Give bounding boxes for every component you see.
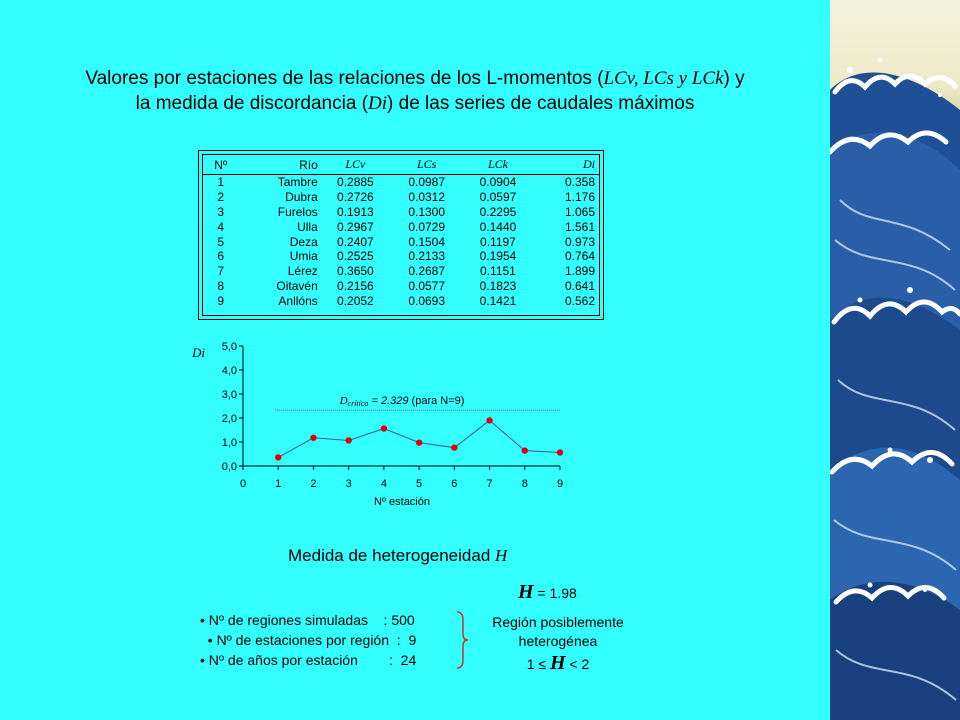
title-line1-pre: Valores por estaciones de las relaciones de los L-momentos (: [85, 68, 604, 89]
cell-river: Anllóns: [278, 293, 318, 308]
title-line-2: [0, 91, 830, 116]
cell-di: 0.764: [564, 249, 595, 264]
ineq-symbol: H: [549, 652, 566, 674]
x-tick-label: 3: [345, 478, 352, 490]
data-point: [557, 449, 563, 455]
heterogeneity-title: [288, 546, 507, 566]
cell-lcv: 0.3650: [337, 264, 374, 279]
cell-num: 7: [217, 264, 225, 279]
cell-lcv: 0.2052: [337, 293, 374, 308]
y-tick-label: 2,0: [221, 413, 237, 425]
y-tick-label: 0,0: [221, 461, 237, 473]
data-point: [522, 447, 528, 453]
right-brace: [455, 610, 469, 675]
title-line-1: [0, 66, 830, 91]
cell-di: 0.641: [564, 278, 595, 293]
chart-ylabel: Di: [192, 345, 205, 360]
cell-num: 4: [217, 219, 225, 234]
x-tick-label: 1: [275, 478, 282, 490]
list-item: • Nº de años por estación : 24: [200, 652, 417, 668]
cell-river: Oitavén: [276, 278, 318, 293]
cell-num: 8: [217, 278, 225, 293]
threshold-note: (para N=9): [408, 395, 465, 408]
cell-di: 1.561: [564, 219, 595, 234]
title-line2-pre: la medida de discordancia (: [135, 93, 369, 114]
data-point: [486, 417, 492, 423]
y-tick-label: 4,0: [221, 365, 237, 377]
cell-river: Tambre: [277, 175, 318, 190]
cell-river: Umia: [289, 249, 318, 264]
cell-lck: 0.1823: [479, 278, 517, 293]
list-item: • Nº de regiones simuladas : 500: [200, 612, 415, 628]
x-tick-label: 7: [486, 478, 493, 490]
x-tick-label: 2: [310, 478, 317, 490]
region-conclusion: [478, 613, 638, 651]
list-item: • Nº de estaciones por región : 9: [200, 632, 417, 648]
cell-lcv: 0.2726: [337, 190, 374, 205]
cell-lck: 0.0597: [479, 190, 517, 205]
cell-lcv: 0.2885: [337, 175, 374, 190]
table-row: [203, 234, 599, 249]
table-header-row: [203, 155, 599, 175]
title-line2-var: Di: [368, 93, 388, 114]
table-row: [203, 190, 599, 205]
cell-river: Furelos: [277, 204, 318, 219]
ineq-post: < 2: [565, 656, 590, 672]
heterogeneity-title-text: Medida de heterogeneidad: [288, 546, 495, 565]
cell-di: 0.562: [564, 293, 595, 308]
table-row: [203, 249, 599, 264]
table-row: [203, 293, 599, 308]
cell-di: 0.358: [564, 175, 595, 190]
threshold-subscript: crítico: [347, 399, 369, 409]
x-tick-label: 4: [380, 478, 387, 490]
cell-lcv: 0.2156: [337, 278, 374, 293]
h-value: [518, 581, 577, 604]
x-tick-label: 8: [521, 478, 528, 490]
cell-lck: 0.1440: [479, 219, 517, 234]
threshold-value: = 2.329: [368, 395, 409, 408]
y-tick-label: 5,0: [221, 341, 237, 353]
cell-lck: 0.2295: [479, 204, 517, 219]
header-lck: LCk: [462, 155, 533, 175]
y-tick-label: 1,0: [221, 437, 237, 449]
header-lcv: LCv: [320, 155, 391, 175]
data-point: [381, 425, 387, 431]
chart-svg: [170, 335, 590, 520]
cell-lcs: 0.2133: [408, 249, 446, 264]
threshold-symbol: D: [339, 395, 348, 408]
cell-lcs: 0.0729: [408, 219, 446, 234]
cell-lcv: 0.2525: [337, 249, 374, 264]
simulation-parameters: [200, 610, 416, 670]
chart-xlabel: Nº estación: [374, 496, 430, 508]
data-point: [275, 454, 281, 460]
data-point: [451, 444, 457, 450]
cell-num: 6: [217, 249, 225, 264]
header-di: Di: [534, 155, 599, 175]
threshold-label: [339, 395, 465, 408]
y-tick-label: 3,0: [221, 389, 237, 401]
cell-num: 3: [217, 204, 225, 219]
x-tick-label: 5: [416, 478, 423, 490]
discordance-chart: [170, 335, 590, 525]
table-row: [203, 279, 599, 294]
cell-num: 1: [217, 175, 225, 190]
cell-lcs: 0.0693: [408, 293, 446, 308]
header-lcs: LCs: [391, 155, 462, 175]
table-row: [203, 175, 599, 190]
cell-lck: 0.1421: [479, 293, 517, 308]
heterogeneity-title-var: H: [495, 546, 508, 565]
cell-num: 9: [217, 293, 225, 308]
data-point: [416, 439, 422, 445]
cell-river: Ulla: [297, 219, 318, 234]
cell-river: Lérez: [287, 264, 318, 279]
cell-di: 0.973: [564, 234, 595, 249]
cell-lcv: 0.1913: [337, 204, 374, 219]
cell-river: Deza: [289, 234, 318, 249]
x-tick-label: 0: [239, 478, 247, 490]
x-tick-label: 9: [556, 478, 564, 490]
cell-lcs: 0.1300: [408, 204, 446, 219]
cell-lck: 0.1197: [480, 234, 516, 249]
cell-di: 1.899: [564, 264, 595, 279]
cell-river: Dubra: [285, 190, 318, 205]
table-row: [203, 264, 599, 279]
cell-num: 5: [217, 234, 225, 249]
cell-lcs: 0.0312: [408, 190, 446, 205]
cell-di: 1.065: [564, 204, 595, 219]
table-row: [203, 219, 599, 234]
data-point: [310, 435, 316, 441]
series-line: [278, 420, 560, 457]
cell-lck: 0.1954: [479, 249, 517, 264]
header-num: Nº: [203, 155, 239, 175]
ineq-pre: 1 ≤: [526, 656, 550, 672]
h-value-text: = 1.98: [533, 585, 577, 601]
h-symbol: H: [518, 581, 534, 603]
wave-artwork: [830, 0, 960, 720]
title-line2-post: ) de las series de caudales máximos: [387, 93, 695, 114]
stations-table: [198, 150, 604, 320]
header-river: Río: [239, 155, 320, 175]
cell-lcs: 0.0987: [408, 175, 446, 190]
region-line-1: Región posiblemente: [492, 614, 624, 630]
cell-lck: 0.1151: [480, 264, 516, 279]
cell-lcv: 0.2967: [337, 219, 374, 234]
cell-lcs: 0.0577: [408, 278, 446, 293]
cell-di: 1.176: [564, 190, 595, 205]
cell-lck: 0.0904: [479, 175, 517, 190]
x-tick-label: 6: [451, 478, 458, 490]
title-line1-vars: LCv, LCs y LCk: [603, 68, 724, 89]
table-row: [203, 205, 599, 220]
cell-lcv: 0.2407: [337, 234, 374, 249]
h-inequality: [478, 652, 638, 675]
region-line-2: heterogénea: [518, 633, 598, 649]
data-point: [345, 437, 351, 443]
cell-num: 2: [217, 190, 225, 205]
title-line1-post: ) y: [723, 68, 745, 89]
page-title: [0, 66, 830, 116]
cell-lcs: 0.1504: [408, 234, 446, 249]
cell-lcs: 0.2687: [408, 264, 446, 279]
